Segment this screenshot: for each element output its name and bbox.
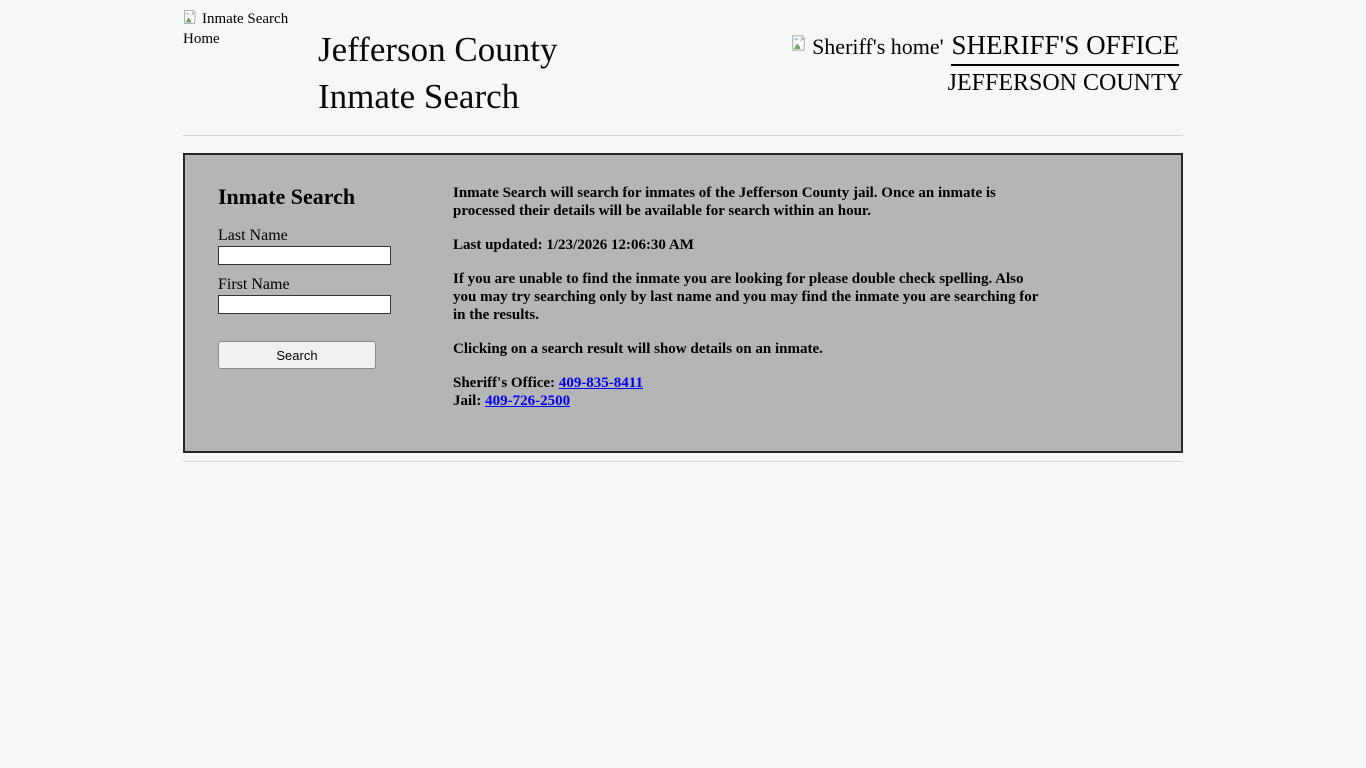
info-text: [453, 184, 1041, 451]
page-title-line1: Jefferson County: [318, 30, 558, 69]
last-updated-value: 1/23/2026 12:06:30 AM: [546, 237, 694, 253]
sheriff-office-phone-link[interactable]: 409-835-8411: [558, 375, 643, 391]
sheriff-office-logo: [948, 30, 1183, 97]
search-button[interactable]: Search: [218, 341, 376, 369]
info-tip: If you are unable to find the inmate you are looking for please double check spelling. Also you may try searching only by last name and you may find the inmate you are searching for in the results.: [453, 271, 1039, 323]
sheriff-image-alt-text: Sheriff's home': [812, 34, 944, 59]
page-title: [318, 26, 557, 120]
footer-divider: [183, 461, 1183, 463]
first-name-label: First Name: [218, 276, 290, 293]
first-name-input[interactable]: [218, 295, 391, 314]
info-intro: Inmate Search will search for inmates of the Jefferson County jail. Once an inmate is processed their details will be available for search within an hour.: [453, 185, 996, 219]
page-header: [183, 9, 1183, 127]
office-logo-line2: JEFFERSON COUNTY: [947, 70, 1183, 96]
broken-image-icon: [791, 34, 811, 57]
contact-phones: [453, 374, 1041, 410]
header-divider: [183, 135, 1183, 137]
last-name-input[interactable]: [218, 246, 391, 265]
last-updated: [453, 236, 1041, 254]
last-name-label: Last Name: [218, 227, 288, 244]
page-title-line2: Inmate Search: [318, 77, 520, 116]
last-updated-label: Last updated:: [453, 237, 543, 253]
office-logo-line1: SHERIFF'S OFFICE: [951, 30, 1179, 66]
header-right: [791, 30, 1183, 97]
sheriff-home-link[interactable]: [791, 34, 944, 60]
panel-heading: Inmate Search: [218, 184, 356, 209]
home-link-label: Inmate Search Home: [183, 11, 289, 47]
search-form: [218, 184, 453, 451]
jail-phone-label: Jail:: [453, 393, 482, 409]
broken-image-icon: [183, 9, 201, 30]
info-click-note: Clicking on a search result will show details on an inmate.: [453, 341, 823, 357]
jail-phone-link[interactable]: 409-726-2500: [485, 393, 571, 409]
page: [183, 0, 1183, 463]
sheriff-office-phone-label: Sheriff's Office:: [453, 375, 556, 391]
home-link[interactable]: [183, 9, 301, 48]
inmate-search-panel: [183, 153, 1183, 453]
